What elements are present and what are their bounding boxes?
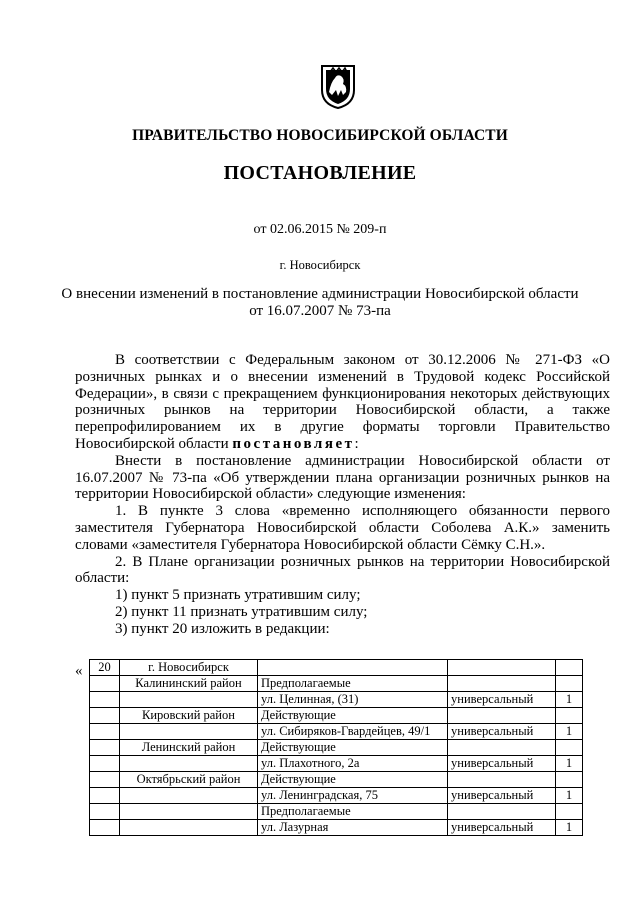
- table-row: [90, 772, 583, 788]
- subject-line-2: от 16.07.2007 № 73-па: [249, 303, 391, 319]
- paragraph-subitem-1: 1) пункт 5 признать утратившим силу;: [115, 587, 361, 604]
- document-date-number: от 02.06.2015 № 209-п: [253, 222, 387, 237]
- district-cell: [120, 692, 258, 708]
- paragraph-amend: Внести в постановление администрации Новосибирской области от 16.07.2007 № 73-па «Об утверждении плана организации розничных рынков на территории Новосибирской области» следующие изменения:: [75, 452, 610, 503]
- district-cell: [120, 820, 258, 836]
- district-cell: г. Новосибирск: [120, 660, 258, 676]
- market-count-cell: 1: [556, 820, 583, 836]
- paragraph-subitem-3: 3) пункт 20 изложить в редакции:: [115, 620, 330, 637]
- district-cell: Октябрьский район: [120, 772, 258, 788]
- table-row: [90, 708, 583, 724]
- market-count-cell: 1: [556, 724, 583, 740]
- market-count-cell: [556, 676, 583, 692]
- paragraph-basis-text: В соответствии с Федеральным законом от 30.12.2006 № 271-ФЗ «О розничных рынках и о внесении изменений в Трудовой кодекс Российской Федерации», в связи с прекращением функционирования некоторых действующих розничных рынков на территории Новосибирской области, а также перепрофилированием их в другие форматы торговли Правительство Новосибирской области: [75, 352, 610, 452]
- market-plan-table-body: [90, 660, 583, 836]
- market-count-cell: [556, 660, 583, 676]
- row-number-cell: [90, 676, 120, 692]
- market-type-cell: [448, 772, 556, 788]
- market-cell: Предполагаемые: [258, 676, 448, 692]
- decree-colon: :: [354, 435, 359, 452]
- market-type-cell: универсальный: [448, 724, 556, 740]
- organization-name: ПРАВИТЕЛЬСТВО НОВОСИБИРСКОЙ ОБЛАСТИ: [132, 127, 508, 144]
- market-count-cell: 1: [556, 788, 583, 804]
- district-cell: Ленинский район: [120, 740, 258, 756]
- district-cell: [120, 756, 258, 772]
- row-number-cell: [90, 788, 120, 804]
- table-row: [90, 740, 583, 756]
- market-count-cell: 1: [556, 692, 583, 708]
- market-cell: ул. Целинная, (31): [258, 692, 448, 708]
- table-row: [90, 820, 583, 836]
- district-cell: [120, 724, 258, 740]
- market-cell: ул. Лазурная: [258, 820, 448, 836]
- row-number-cell: [90, 692, 120, 708]
- document-city: г. Новосибирск: [279, 258, 361, 272]
- market-type-cell: универсальный: [448, 788, 556, 804]
- market-plan-table: [89, 659, 583, 836]
- paragraph-item-2: 2. В Плане организации розничных рынков на территории Новосибирской области:: [75, 553, 610, 587]
- row-number-cell: [90, 740, 120, 756]
- market-type-cell: [448, 660, 556, 676]
- market-type-cell: универсальный: [448, 692, 556, 708]
- district-cell: [120, 788, 258, 804]
- row-number-cell: [90, 756, 120, 772]
- market-cell: Предполагаемые: [258, 804, 448, 820]
- row-number-cell: [90, 804, 120, 820]
- market-count-cell: [556, 740, 583, 756]
- market-count-cell: 1: [556, 756, 583, 772]
- row-number-cell: [90, 772, 120, 788]
- market-cell: Действующие: [258, 708, 448, 724]
- paragraph-basis: [75, 352, 610, 453]
- table-row: [90, 676, 583, 692]
- district-cell: [120, 804, 258, 820]
- market-type-cell: универсальный: [448, 756, 556, 772]
- subject-line-1: О внесении изменений в постановление администрации Новосибирской области: [61, 286, 579, 302]
- open-quote-mark: «: [75, 663, 83, 679]
- row-number-cell: 20: [90, 660, 120, 676]
- market-type-cell: [448, 676, 556, 692]
- paragraph-item-1: 1. В пункте 3 слова «временно исполняющего обязанности первого заместителя Губернатора Новосибирской области Соболева А.К.» заменить словами «заместителя Губернатора Новосибирской области Сёмку С.Н.».: [75, 503, 610, 553]
- document-body: [75, 352, 610, 638]
- market-count-cell: [556, 708, 583, 724]
- table-row: [90, 660, 583, 676]
- market-type-cell: универсальный: [448, 820, 556, 836]
- market-cell: [258, 660, 448, 676]
- market-cell: ул. Ленинградская, 75: [258, 788, 448, 804]
- paragraph-subitem-2: 2) пункт 11 признать утратившим силу;: [115, 603, 368, 620]
- row-number-cell: [90, 820, 120, 836]
- market-count-cell: [556, 772, 583, 788]
- row-number-cell: [90, 724, 120, 740]
- district-cell: Кировский район: [120, 708, 258, 724]
- document-type: ПОСТАНОВЛЕНИЕ: [223, 162, 417, 184]
- market-cell: ул. Плахотного, 2а: [258, 756, 448, 772]
- table-row: [90, 724, 583, 740]
- table-row: [90, 756, 583, 772]
- document-subject: [0, 286, 640, 320]
- row-number-cell: [90, 708, 120, 724]
- market-type-cell: [448, 708, 556, 724]
- table-row: [90, 692, 583, 708]
- market-cell: Действующие: [258, 740, 448, 756]
- decree-word: постановляет: [232, 435, 355, 452]
- district-cell: Калининский район: [120, 676, 258, 692]
- table-row: [90, 788, 583, 804]
- coat-of-arms-emblem: [318, 62, 358, 110]
- market-type-cell: [448, 740, 556, 756]
- table-row: [90, 804, 583, 820]
- market-cell: Действующие: [258, 772, 448, 788]
- market-cell: ул. Сибиряков-Гвардейцев, 49/1: [258, 724, 448, 740]
- market-type-cell: [448, 804, 556, 820]
- market-count-cell: [556, 804, 583, 820]
